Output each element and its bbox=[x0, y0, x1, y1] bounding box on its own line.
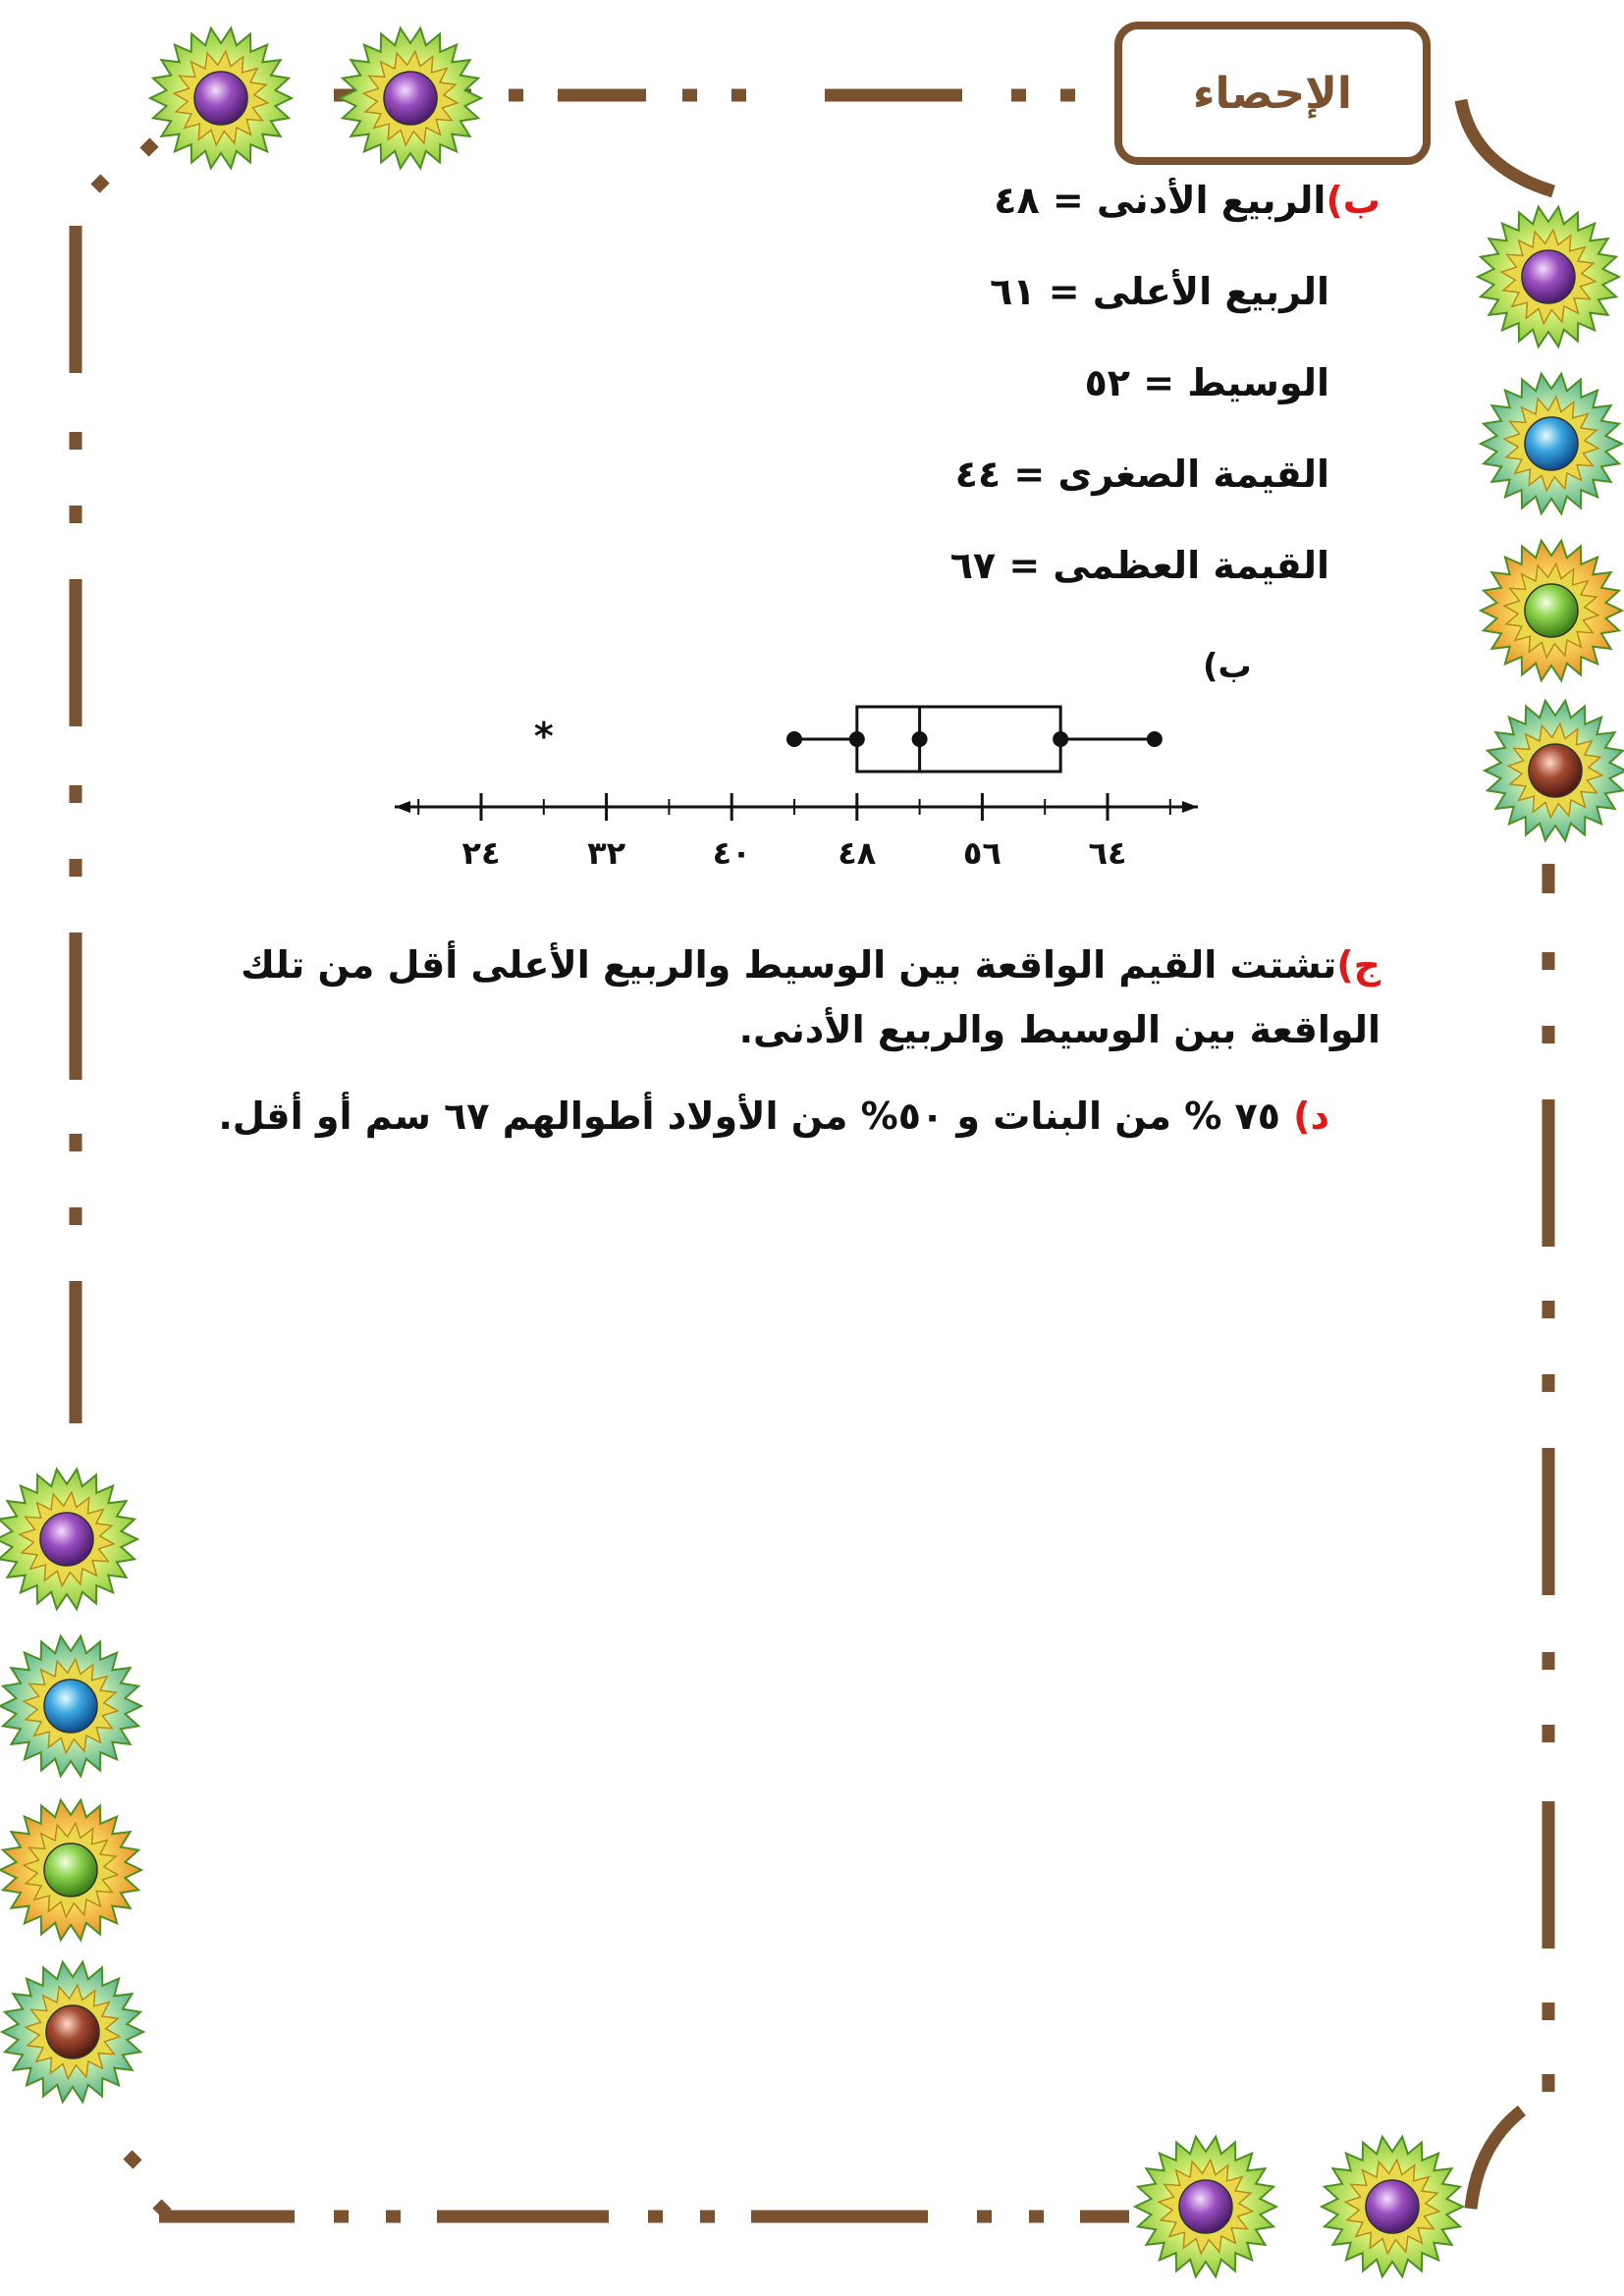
answer-c bbox=[222, 933, 1380, 1062]
part-d-text: ٧٥ % من البنات و ٥٠% من الأولاد أطوالهم ٦٧ سم أو أقل. bbox=[218, 1095, 1294, 1138]
min-point bbox=[786, 731, 802, 747]
part-c-marker: ج) bbox=[1336, 943, 1380, 987]
flower-ornament-icon bbox=[1485, 701, 1624, 841]
median-point bbox=[912, 731, 928, 747]
tick-label: ٤٠ bbox=[712, 834, 751, 872]
q3-point bbox=[1053, 731, 1068, 747]
tick-label: ٢٤ bbox=[461, 834, 501, 872]
tick-label: ٦٤ bbox=[1088, 834, 1127, 872]
boxplot-label: ب) bbox=[1203, 647, 1252, 686]
flower-ornament-icon bbox=[2, 1962, 143, 2103]
axis-arrow-right bbox=[1182, 801, 1198, 813]
part-c-text: تشتت القيم الواقعة بين الوسيط والربيع الأعلى أقل من تلك الواقعة بين الوسيط والربيع الأدنى. bbox=[241, 943, 1380, 1051]
answer-b-max bbox=[950, 544, 1329, 587]
flower-ornament-icon bbox=[0, 1636, 141, 1777]
part-b-line-5: القيمة العظمى = ٦٧ bbox=[949, 544, 1329, 587]
tick-label: ٥٦ bbox=[962, 834, 1001, 872]
flower-ornament-icon bbox=[1135, 2137, 1276, 2277]
flower-ornament-icon bbox=[0, 1800, 141, 1941]
flower-ornament-icon bbox=[1481, 374, 1622, 514]
part-b-line-3: الوسيط = ٥٢ bbox=[1084, 361, 1329, 404]
max-point bbox=[1147, 731, 1163, 747]
answer-b-min bbox=[955, 453, 1329, 496]
flower-ornament-icon bbox=[0, 1469, 137, 1610]
iqr-box bbox=[857, 707, 1060, 772]
axis-arrow-left bbox=[395, 801, 410, 813]
tick-label: ٣٢ bbox=[587, 834, 626, 872]
flower-ornament-icon bbox=[150, 28, 292, 169]
answer-b-median bbox=[1085, 361, 1329, 404]
flower-ornament-icon bbox=[340, 28, 481, 169]
part-b-line-2: الربيع الأعلى = ٦١ bbox=[990, 270, 1329, 313]
part-b-line-1: الربيع الأدنى = ٤٨ bbox=[994, 179, 1326, 222]
flower-ornament-icon bbox=[1478, 207, 1619, 347]
flower-ornament-icon bbox=[1322, 2137, 1463, 2277]
answer-d bbox=[218, 1095, 1329, 1138]
box-plot bbox=[383, 647, 1252, 883]
part-b-line-4: القيمة الصغرى = ٤٤ bbox=[954, 453, 1329, 496]
part-d-marker: د) bbox=[1293, 1095, 1329, 1138]
title-box bbox=[1114, 22, 1431, 165]
outlier-asterisk: * bbox=[533, 715, 554, 758]
answer-b-q1 bbox=[994, 179, 1380, 222]
flower-ornament-icon bbox=[1481, 541, 1622, 681]
q1-point bbox=[849, 731, 865, 747]
tick-label: ٤٨ bbox=[838, 834, 877, 872]
part-b-marker: ب) bbox=[1326, 179, 1380, 222]
answer-b-q3 bbox=[990, 270, 1329, 313]
page-title: الإحصاء bbox=[1193, 68, 1352, 119]
